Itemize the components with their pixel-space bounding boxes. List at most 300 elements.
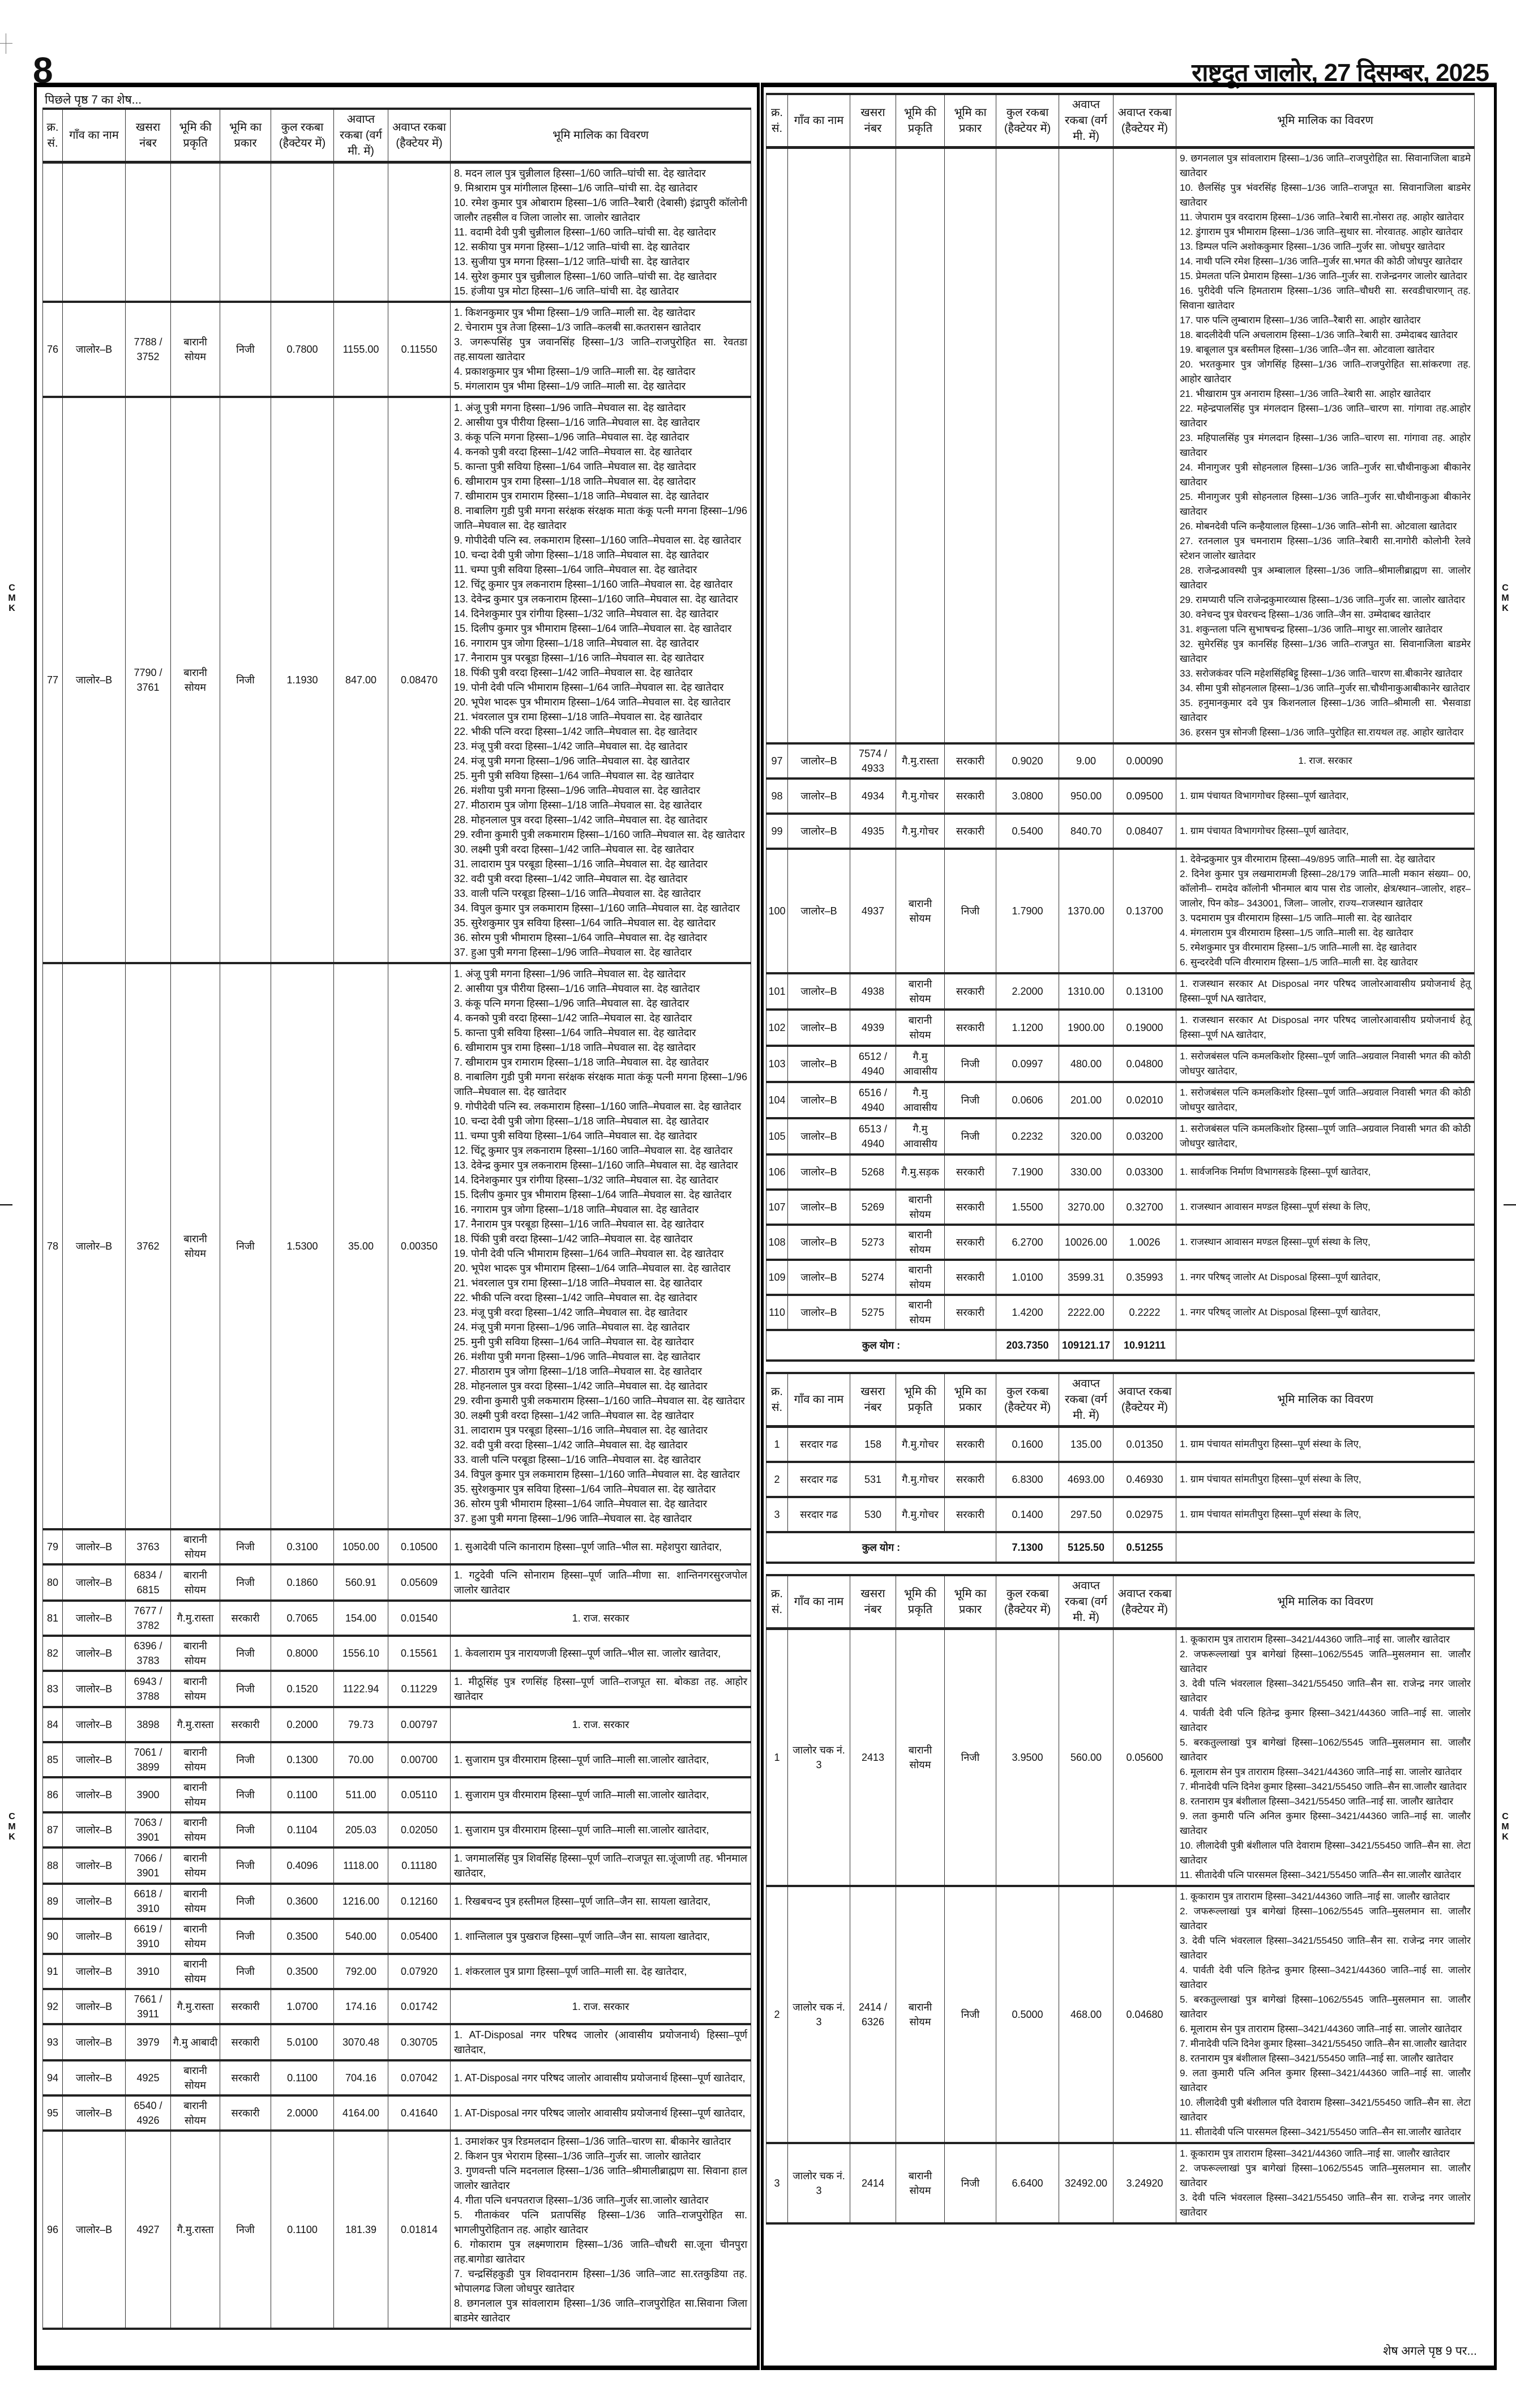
owner-entry: 35. सुरेशकुमार पुत्र सविया हिस्सा–1/64 जाति–मेघवाल सा. देह खातेदार xyxy=(454,1483,716,1495)
owner-entry: 18. बादलीदेवी पत्नि अचलाराम हिस्सा–1/36 जाति–रेबारी सा. उम्मेदाबद खातेदार xyxy=(1180,330,1458,340)
serial-cell: 96 xyxy=(43,2131,63,2329)
owner-details-cell xyxy=(451,2095,751,2131)
owner-details-cell xyxy=(1176,148,1475,744)
owner-entry: 32. सुमेरसिंह पुत्र कानसिंह हिस्सा–1/36 जाति–राजपुत सा. सिवानाजिला बाडमेर खातेदार xyxy=(1180,639,1471,664)
village-cell: जालोर–B xyxy=(63,2024,126,2060)
land-nature-cell: गै.मु.रास्ता xyxy=(171,1707,220,1742)
header-khasra: खसरा नंबर xyxy=(850,1575,896,1629)
land-type-cell: निजी xyxy=(220,302,271,397)
owner-entry: 36. सोरम पुत्री भीमाराम हिस्सा–1/64 जाति–मेघवाल सा. देह खातेदार xyxy=(454,1498,708,1509)
owner-entry: 3. देवी पत्नि भंवरलाल हिस्सा–3421/55450 जाति–सैन सा. राजेन्द्र नगर जालोर खातेदार xyxy=(1180,1678,1471,1704)
owner-entry: 1. सुआदेवी पत्नि कानाराम हिस्सा–पूर्ण जाति–भील सा. महेशपुरा खातेदार, xyxy=(454,1541,722,1552)
khasra-cell: 3762 xyxy=(126,963,171,1529)
acquired-sqm-cell: 320.00 xyxy=(1059,1118,1114,1154)
acquired-ha-cell: 0.12160 xyxy=(388,1884,451,1919)
owner-entry: 11. वदामी देवी पुत्री चुन्नीलाल हिस्सा–1/60 जाति–घांची सा. देह खातेदार xyxy=(454,226,716,238)
acquired-ha-cell: 0.02050 xyxy=(388,1812,451,1847)
serial-cell: 2 xyxy=(766,1462,788,1497)
acquired-sqm-cell: 511.00 xyxy=(334,1777,388,1812)
table-row xyxy=(766,1295,1475,1330)
acquired-sqm-cell: 3070.48 xyxy=(334,2024,388,2060)
acquired-sqm-cell: 792.00 xyxy=(334,1954,388,1989)
owner-entry: 13. सुजीया पुत्र मगना हिस्सा–1/12 जाति–घांची सा. देह खातेदार xyxy=(454,256,690,267)
acquired-sqm-cell: 174.16 xyxy=(334,1989,388,2024)
owner-entry: 35. सुरेशकुमार पुत्र सविया हिस्सा–1/64 जाति–मेघवाल सा. देह खातेदार xyxy=(454,917,716,929)
table-row xyxy=(766,849,1475,973)
owner-details-cell xyxy=(1176,1886,1475,2143)
serial-cell: 3 xyxy=(766,2143,788,2223)
acquired-sqm-cell: 950.00 xyxy=(1059,779,1114,814)
owner-entry: 10. चन्दा देवी पुत्री जोगा हिस्सा–1/18 जाति–मेघवाल सा. देह खातेदार xyxy=(454,1115,709,1127)
land-nature-cell: गै.मु.सड़क xyxy=(896,1154,945,1190)
owner-entry: 23. मंजू पुत्री वरदा हिस्सा–1/42 जाति–मेघवाल सा. देह खातेदार xyxy=(454,1307,688,1318)
table-header-row xyxy=(766,1373,1475,1427)
village-cell xyxy=(788,148,850,744)
owner-entry: 6. खीमाराम पुत्र रामा हिस्सा–1/18 जाति–मेघवाल सा. देह खातेदार xyxy=(454,476,696,487)
acquired-sqm-sum: 5125.50 xyxy=(1059,1532,1114,1563)
land-type-cell: सरकारी xyxy=(220,1989,271,2024)
owner-entry: 1. राज. सरकार xyxy=(572,1719,629,1730)
khasra-cell: 530 xyxy=(850,1497,896,1532)
total-area-cell: 0.1860 xyxy=(271,1564,334,1601)
owner-entry: 37. हुआ पुत्री मगना हिस्सा–1/96 जाति–मेघवाल सा. देह खातेदार xyxy=(454,1513,692,1524)
total-area-cell: 0.1520 xyxy=(271,1671,334,1707)
total-area-cell: 0.0997 xyxy=(996,1046,1059,1082)
khasra-cell: 3910 xyxy=(126,1954,171,1989)
land-type-cell: सरकारी xyxy=(945,1154,996,1190)
header-land-nature: भूमि की प्रकृति xyxy=(896,94,945,148)
village-cell xyxy=(63,162,126,302)
land-nature-cell: गै.मु.रास्ता xyxy=(171,2131,220,2329)
table-row xyxy=(766,1629,1475,1887)
owner-entry: 9. गोपीदेवी पत्नि स्व. लकमाराम हिस्सा–1/160 जाति–मेघवाल सा. देह खातेदार xyxy=(454,1101,742,1112)
table-row xyxy=(766,1190,1475,1225)
total-area-cell: 0.9020 xyxy=(996,743,1059,779)
acquired-ha-cell: 0.15561 xyxy=(388,1636,451,1671)
owner-entry: 2. आसीया पुत्र पीरीया हिस्सा–1/16 जाति–मेघवाल सा. देह खातेदार xyxy=(454,417,700,428)
owner-entry: 30. वनेचन्द पुत्र घेवरचन्द हिस्सा–1/36 जाति–जैन सा. उम्मेदाबद खातेदार xyxy=(1180,609,1431,620)
serial-cell: 110 xyxy=(766,1295,788,1330)
owner-details-cell xyxy=(451,1884,751,1919)
reg-m: M xyxy=(1501,593,1509,603)
land-nature-cell: गै.मु.गोचर xyxy=(896,1427,945,1462)
table-row xyxy=(766,1154,1475,1190)
total-area-cell: 0.2000 xyxy=(271,1707,334,1742)
acquired-sqm-cell: 10026.00 xyxy=(1059,1225,1114,1260)
serial-cell: 2 xyxy=(766,1886,788,2143)
land-type-cell: सरकारी xyxy=(945,743,996,779)
khasra-cell: 6834 / 6815 xyxy=(126,1564,171,1601)
land-table-jalore-b-part1 xyxy=(42,108,751,2330)
registration-mark-right-bottom xyxy=(1501,1812,1509,1842)
acquired-ha-cell: 0.05600 xyxy=(1114,1629,1176,1887)
owner-entry: 1. राज. सरकार xyxy=(1298,755,1352,766)
owner-entry: 2. चेनाराम पुत्र तेजा हिस्सा–1/3 जाति–कलबी सा.कतरासन खातेदार xyxy=(454,322,701,333)
acquired-ha-cell: 0.08407 xyxy=(1114,814,1176,849)
owner-entry: 24. मंजू पुत्री मगना हिस्सा–1/96 जाति–मेघवाल सा. देह खातेदार xyxy=(454,755,690,767)
owner-entry: 34. सीमा पुत्री सोहनलाल हिस्सा–1/36 जाति–गुर्जर सा.चौथीनाकुआबीकानेर खातेदार xyxy=(1180,683,1470,694)
village-cell: जालोर–B xyxy=(63,1847,126,1884)
owner-details-cell xyxy=(451,1529,751,1564)
village-cell: सरदार गढ xyxy=(788,1462,850,1497)
land-nature-cell: गै.मु आवासीय xyxy=(896,1046,945,1082)
owner-entry: 6. गोकाराम पुत्र लक्ष्मणाराम हिस्सा–1/36 जाति–चौधरी सा.जूना चीनपुरा तह.बागोडा खातेदार xyxy=(454,2239,747,2265)
acquired-ha-cell: 0.03300 xyxy=(1114,1154,1176,1190)
header-serial: क्र. सं. xyxy=(766,94,788,148)
total-area-cell: 1.0700 xyxy=(271,1989,334,2024)
total-area-cell: 2.2000 xyxy=(996,973,1059,1010)
total-area-cell: 1.4200 xyxy=(996,1295,1059,1330)
acquired-ha-cell: 0.13100 xyxy=(1114,973,1176,1010)
village-cell: जालोर–B xyxy=(63,1707,126,1742)
owner-entry: 18. पिंकी पुत्री वरदा हिस्सा–1/42 जाति–मेघवाल सा. देह खातेदार xyxy=(454,1233,693,1244)
land-nature-cell: गै.मु.रास्ता xyxy=(171,1601,220,1636)
village-cell: जालोर–B xyxy=(788,779,850,814)
land-nature-cell: बारानी सोयम xyxy=(896,1190,945,1225)
owner-entry: 7. खीमाराम पुत्र रामाराम हिस्सा–1/18 जाति–मेघवाल सा. देह खातेदार xyxy=(454,490,709,502)
acquired-ha-cell: 0.41640 xyxy=(388,2095,451,2131)
khasra-cell: 6943 / 3788 xyxy=(126,1671,171,1707)
reg-m: M xyxy=(8,1822,16,1832)
acquired-sqm-cell: 3270.00 xyxy=(1059,1190,1114,1225)
registration-mark-right-top xyxy=(1501,583,1509,614)
land-table-sardargarh xyxy=(766,1372,1475,1564)
land-nature-cell: बारानी सोयम xyxy=(171,2060,220,2095)
owner-entry: 36. सोरम पुत्री भीमाराम हिस्सा–1/64 जाति–मेघवाल सा. देह खातेदार xyxy=(454,932,708,943)
acquired-sqm-cell: 201.00 xyxy=(1059,1082,1114,1118)
land-nature-cell: बारानी सोयम xyxy=(171,302,220,397)
serial-cell: 80 xyxy=(43,1564,63,1601)
serial-cell xyxy=(43,162,63,302)
header-land-nature: भूमि की प्रकृति xyxy=(171,109,220,162)
village-cell: जालोर–B xyxy=(63,1601,126,1636)
owner-entry: 33. सरोजकंवर पत्नि महेशसिंहबिट्टू हिस्सा–1/36 जाति–चारण सा.बीकानेर खातेदार xyxy=(1180,668,1463,679)
acquired-ha-cell: 0.02010 xyxy=(1114,1082,1176,1118)
owner-entry: 1. ग्राम पंचायत विभागगोचर हिस्सा–पूर्ण खातेदार, xyxy=(1180,790,1349,801)
owner-entry: 1. अंजू पुत्री मगना हिस्सा–1/96 जाति–मेघवाल सा. देह खातेदार xyxy=(454,402,686,413)
acquired-ha-cell: 0.01814 xyxy=(388,2131,451,2329)
owner-entry: 26. मंशीया पुत्री मगना हिस्सा–1/96 जाति–मेघवाल सा. देह खातेदार xyxy=(454,785,700,796)
header-acquired-ha: अवाप्त रकबा (हैक्टेयर में) xyxy=(1114,1373,1176,1427)
land-type-cell: सरकारी xyxy=(945,1497,996,1532)
owner-entry: 2. आसीया पुत्र पीरीया हिस्सा–1/16 जाति–मेघवाल सा. देह खातेदार xyxy=(454,983,700,994)
owner-details-cell xyxy=(451,2024,751,2060)
khasra-cell: 7066 / 3901 xyxy=(126,1847,171,1884)
empty-cell xyxy=(1176,1532,1475,1563)
land-type-cell: सरकारी xyxy=(945,1225,996,1260)
header-total-area-ha: कुल रकबा (हैक्टेयर में) xyxy=(996,1373,1059,1427)
total-area-cell: 0.2232 xyxy=(996,1118,1059,1154)
total-area-cell: 6.8300 xyxy=(996,1462,1059,1497)
total-label: कुल योग : xyxy=(766,1532,996,1563)
land-nature-cell: बारानी सोयम xyxy=(896,2143,945,2223)
total-area-cell: 0.1300 xyxy=(271,1742,334,1777)
owner-entry: 10. चन्दा देवी पुत्री जोगा हिस्सा–1/18 जाति–मेघवाल सा. देह खातेदार xyxy=(454,549,709,561)
table-row xyxy=(43,1742,751,1777)
right-panel xyxy=(761,83,1497,2370)
empty-cell xyxy=(1176,1330,1475,1361)
owner-entry: 1. कूकाराम पुत्र ताराराम हिस्सा–3421/44360 जाति–नाई सा. जालौर खातेदार xyxy=(1180,2148,1450,2159)
owner-entry: 15. हंजीया पुत्र मोटा हिस्सा–1/6 जाति–घांची सा. देह खातेदार xyxy=(454,285,679,297)
owner-entry: 22. महेन्द्रपालसिंह पुत्र मंगलदान हिस्सा–1/36 जाति–चारण सा. गांगावा तह.आहोर खातेदार xyxy=(1180,403,1471,429)
table-row xyxy=(766,973,1475,1010)
owner-entry: 21. भंवरलाल पुत्र रामा हिस्सा–1/18 जाति–मेघवाल सा. देह खातेदार xyxy=(454,711,703,722)
acquired-ha-cell: 0.11229 xyxy=(388,1671,451,1707)
land-type-cell: निजी xyxy=(945,849,996,973)
village-cell: जालोर–B xyxy=(63,1989,126,2024)
serial-cell: 91 xyxy=(43,1954,63,1989)
header-village: गाँव का नाम xyxy=(788,1373,850,1427)
land-type-cell: सरकारी xyxy=(945,1462,996,1497)
owner-details-cell xyxy=(451,1847,751,1884)
total-area-cell: 0.1100 xyxy=(271,2060,334,2095)
table-row xyxy=(43,1884,751,1919)
reg-c: C xyxy=(8,583,15,593)
total-area-cell: 3.0800 xyxy=(996,779,1059,814)
land-nature-cell: बारानी सोयम xyxy=(171,1671,220,1707)
land-type-cell: सरकारी xyxy=(945,779,996,814)
reg-m: M xyxy=(1501,1822,1509,1832)
owner-details-cell xyxy=(451,1707,751,1742)
serial-cell: 87 xyxy=(43,1812,63,1847)
total-area-cell: 1.5500 xyxy=(996,1190,1059,1225)
total-area-cell: 3.9500 xyxy=(996,1629,1059,1887)
total-area-cell: 1.7900 xyxy=(996,849,1059,973)
village-cell: जालोर–B xyxy=(788,1154,850,1190)
owner-entry: 13. देवेन्द्र कुमार पुत्र लकनाराम हिस्सा–1/160 जाति–मेघवाल सा. देह खातेदार xyxy=(454,593,738,605)
acquired-sqm-cell: 1118.00 xyxy=(334,1847,388,1884)
land-type-cell: निजी xyxy=(945,1082,996,1118)
total-area-cell: 6.2700 xyxy=(996,1225,1059,1260)
owner-entry: 32. वदी पुत्री वरदा हिस्सा–1/42 जाति–मेघवाल सा. देह खातेदार xyxy=(454,873,688,884)
header-khasra: खसरा नंबर xyxy=(850,1373,896,1427)
owner-entry: 32. वदी पुत्री वरदा हिस्सा–1/42 जाति–मेघवाल सा. देह खातेदार xyxy=(454,1439,688,1451)
total-area-cell: 2.0000 xyxy=(271,2095,334,2131)
table-row xyxy=(766,2143,1475,2223)
village-cell: जालोर–B xyxy=(63,1742,126,1777)
total-area-cell: 0.7800 xyxy=(271,302,334,397)
owner-details-cell xyxy=(451,1777,751,1812)
owner-entry: 2. जफरूल्लाखां पुत्र बागेखां हिस्सा–1062/5545 जाति–मुसलमान सा. जालौर खातेदार xyxy=(1180,1649,1471,1674)
land-nature-cell: गै.मु.गोचर xyxy=(896,779,945,814)
owner-entry: 17. नैनाराम पुत्र परबूडा हिस्सा–1/16 जाति–मेघवाल सा. देह खातेदार xyxy=(454,1218,704,1230)
serial-cell: 84 xyxy=(43,1707,63,1742)
acquired-ha-cell: 0.19000 xyxy=(1114,1010,1176,1046)
khasra-cell: 4939 xyxy=(850,1010,896,1046)
owner-entry: 1. उमाशंकर पुत्र रिडमलदान हिस्सा–1/36 जाति–चारण सा. बीकानेर खातेदार xyxy=(454,2136,731,2147)
owner-entry: 15. दिलीप कुमार पुत्र भीमाराम हिस्सा–1/64 जाति–मेघवाल सा. देह खातेदार xyxy=(454,623,732,634)
acquired-ha-cell: 0.2222 xyxy=(1114,1295,1176,1330)
owner-entry: 3. जगरूपसिंह पुत्र जवानसिंह हिस्सा–1/3 जाति–राजपुरोहित सा. रेवतडा तह.सायला खातेदार xyxy=(454,336,747,362)
table-row xyxy=(43,2060,751,2095)
header-owner-details: भूमि मालिक का विवरण xyxy=(1176,1575,1475,1629)
village-cell: जालोर चक नं. 3 xyxy=(788,1629,850,1887)
owner-entry: 36. हरसन पुत्र सोनजी हिस्सा–1/36 जाति–पुरोहित सा.रायथल तह. आहोर खातेदार xyxy=(1180,727,1464,738)
owner-entry: 1. देवेन्द्रकुमार पुत्र वीरमाराम हिस्सा–49/895 जाति–माली सा. देह खातेदार xyxy=(1180,854,1435,865)
owner-entry: 9. छगनलाल पुत्र सांवलाराम हिस्सा–1/36 जाति–राजपुरोहित सा. सिवानाजिला बाडमे खातेदार xyxy=(1180,153,1471,178)
owner-entry: 19. पोनी देवी पत्नि भीमाराम हिस्सा–1/64 जाति–मेघवाल सा. देह खातेदार xyxy=(454,1248,724,1259)
header-owner-details: भूमि मालिक का विवरण xyxy=(1176,1373,1475,1427)
table-row xyxy=(43,2095,751,2131)
serial-cell: 88 xyxy=(43,1847,63,1884)
owner-entry: 25. मीनागुजर पुत्री सोहनलाल हिस्सा–1/36 जाति–गुर्जर सा.चौथीनाकुआ बीकानेर खातेदार xyxy=(1180,491,1471,517)
owner-entry: 30. लक्ष्मी पुत्री वरदा हिस्सा–1/42 जाति–मेघवाल सा. देह खातेदार xyxy=(454,1410,694,1421)
masthead-date: राष्ट्रदूत जालोर, 27 दिसम्बर, 2025 xyxy=(1192,59,1489,87)
khasra-cell: 6512 / 4940 xyxy=(850,1046,896,1082)
header-acquired-sqm: अवाप्त रकबा (वर्ग मी. में) xyxy=(1059,1373,1114,1427)
acquired-sqm-cell: 297.50 xyxy=(1059,1497,1114,1532)
village-cell: जालोर–B xyxy=(788,973,850,1010)
owner-details-cell xyxy=(1176,1046,1475,1082)
acquired-ha-cell: 0.05400 xyxy=(388,1919,451,1954)
table-row xyxy=(766,1046,1475,1082)
owner-details-cell xyxy=(1176,1190,1475,1225)
acquired-sqm-cell: 1155.00 xyxy=(334,302,388,397)
header-acquired-sqm: अवाप्त रकबा (वर्ग मी. में) xyxy=(1059,1575,1114,1629)
acquired-ha-cell: 0.01350 xyxy=(1114,1427,1176,1462)
total-area-sum: 203.7350 xyxy=(996,1330,1059,1361)
khasra-cell: 7788 / 3752 xyxy=(126,302,171,397)
land-type-cell: सरकारी xyxy=(220,1601,271,1636)
village-cell: जालोर चक नं. 3 xyxy=(788,1886,850,2143)
owner-details-cell xyxy=(451,1636,751,1671)
land-nature-cell: बारानी सोयम xyxy=(171,963,220,1529)
header-acquired-ha: अवाप्त रकबा (हैक्टेयर में) xyxy=(388,109,451,162)
owner-entry: 1. ग्राम पंचायत विभागगोचर हिस्सा–पूर्ण खातेदार, xyxy=(1180,826,1349,836)
owner-entry: 4. पार्वती देवी पत्नि हितेन्द्र कुमार हिस्सा–3421/44360 जाति–नाई सा. जालोर खातेदार xyxy=(1180,1965,1471,1990)
village-cell: जालोर–B xyxy=(788,814,850,849)
header-owner-details: भूमि मालिक का विवरण xyxy=(1176,94,1475,148)
serial-cell: 109 xyxy=(766,1260,788,1295)
owner-entry: 14. नाथी पत्नि रमेश हिस्सा–1/36 जाति–गुर्जर सा.भगत की कोठी जोधपुर खातेदार xyxy=(1180,256,1463,267)
owner-details-cell xyxy=(1176,1225,1475,1260)
acquired-sqm-cell: 79.73 xyxy=(334,1707,388,1742)
village-cell: जालोर–B xyxy=(63,302,126,397)
land-type-cell: सरकारी xyxy=(945,1295,996,1330)
owner-entry: 10. रमेश कुमार पुत्र ओबाराम हिस्सा–1/6 जाति–रैबारी (देबासी) इंद्रापुरी कॉलोनी जालौर तहसील व जिला जालोर सा. जालोर खातेदार xyxy=(454,197,747,223)
village-cell: जालोर–B xyxy=(63,1636,126,1671)
acquired-sqm-cell: 2222.00 xyxy=(1059,1295,1114,1330)
acquired-ha-cell: 0.46930 xyxy=(1114,1462,1176,1497)
owner-details-cell xyxy=(451,1671,751,1707)
acquired-ha-cell: 0.04800 xyxy=(1114,1046,1176,1082)
acquired-ha-cell: 0.30705 xyxy=(388,2024,451,2060)
table-row xyxy=(766,1497,1475,1532)
land-nature-cell: गै.मु आबादी xyxy=(171,2024,220,2060)
owner-details-cell xyxy=(1176,1497,1475,1532)
owner-entry: 9. लता कुमारी पत्नि अनिल कुमार हिस्सा–3421/44360 जाति–नाई सा. जालौर खातेदार xyxy=(1180,1811,1471,1836)
land-nature-cell: बारानी सोयम xyxy=(171,1529,220,1564)
acquired-sqm-cell: 3599.31 xyxy=(1059,1260,1114,1295)
owner-details-cell xyxy=(451,1812,751,1847)
table-row xyxy=(43,2024,751,2060)
owner-entry: 26. मंशीया पुत्री मगना हिस्सा–1/96 जाति–मेघवाल सा. देह खातेदार xyxy=(454,1351,700,1362)
land-type-cell: सरकारी xyxy=(945,973,996,1010)
serial-cell: 90 xyxy=(43,1919,63,1954)
owner-entry: 11. चम्पा पुत्री सविया हिस्सा–1/64 जाति–मेघवाल सा. देह खातेदार xyxy=(454,564,697,575)
acquired-ha-cell xyxy=(1114,148,1176,744)
khasra-cell: 6513 / 4940 xyxy=(850,1118,896,1154)
owner-entry: 6. खीमाराम पुत्र रामा हिस्सा–1/18 जाति–मेघवाल सा. देह खातेदार xyxy=(454,1042,696,1053)
owner-entry: 14. दिनेशकुमार पुत्र रांगीया हिस्सा–1/32 जाति–मेघवाल सा. देह खातेदार xyxy=(454,608,718,619)
owner-details-cell xyxy=(451,1564,751,1601)
serial-cell: 108 xyxy=(766,1225,788,1260)
table-header-row xyxy=(43,109,751,162)
acquired-ha-cell: 0.11550 xyxy=(388,302,451,397)
owner-details-cell xyxy=(1176,1629,1475,1887)
khasra-cell: 2414 / 6326 xyxy=(850,1886,896,2143)
total-area-cell: 1.1200 xyxy=(996,1010,1059,1046)
owner-entry: 10. लीलादेवी पुत्री बंशीलाल पति देवाराम हिस्सा–3421/55450 जाति–सैन सा. लेटा खातेदार xyxy=(1180,2097,1471,2123)
owner-entry: 4. प्रकाशकुमार पुत्र भीमा हिस्सा–1/9 जाति–माली सा. देह खातेदार xyxy=(454,366,696,377)
table-row xyxy=(43,162,751,302)
land-type-cell: निजी xyxy=(945,1886,996,2143)
owner-details-cell xyxy=(1176,1260,1475,1295)
owner-entry: 1. शंकरलाल पुत्र प्रागा हिस्सा–पूर्ण जाति–माली सा. देह खातेदार, xyxy=(454,1966,687,1977)
owner-entry: 8. रतनाराम पुत्र बंशीलाल हिस्सा–3421/55450 जाति–नाई सा. जालौर खातेदार xyxy=(1180,1796,1454,1807)
table-row xyxy=(766,1427,1475,1462)
owner-details-cell xyxy=(1176,1427,1475,1462)
acquired-ha-cell: 0.00700 xyxy=(388,1742,451,1777)
owner-entry: 2. दिनेश कुमार पुत्र लखमारामजी हिस्सा–28/179 जाति–माली मकान संख्या– 00, कॉलोनी– रामदेव कॉलोनी भीनमाल बाय पास रोड जालोर, क्षेत्र/स्थान–जालोर, शहर–जालोर, पिन कोड– 343001, जिला– जालोर, राज्य–राजस्थान खातेदार xyxy=(1180,869,1471,909)
land-table-jalore-b-part2 xyxy=(766,93,1475,1362)
table-row xyxy=(766,779,1475,814)
serial-cell: 107 xyxy=(766,1190,788,1225)
land-type-cell: निजी xyxy=(945,1118,996,1154)
village-cell: जालोर–B xyxy=(788,1010,850,1046)
acquired-ha-cell: 0.02975 xyxy=(1114,1497,1176,1532)
header-land-type: भूमि का प्रकार xyxy=(945,1373,996,1427)
total-area-cell: 0.3500 xyxy=(271,1954,334,1989)
owner-details-cell xyxy=(1176,743,1475,779)
owner-entry: 5. बरकतुल्लाखां पुत्र बागेखां हिस्सा–1062/5545 जाति–मुसलमान सा. जालौर खातेदार xyxy=(1180,1737,1471,1763)
acquired-ha-cell: 0.05110 xyxy=(388,1777,451,1812)
owner-entry: 23. मंजू पुत्री वरदा हिस्सा–1/42 जाति–मेघवाल सा. देह खातेदार xyxy=(454,741,688,752)
khasra-cell: 6516 / 4940 xyxy=(850,1082,896,1118)
total-area-cell: 1.5300 xyxy=(271,963,334,1529)
khasra-cell: 4935 xyxy=(850,814,896,849)
serial-cell: 78 xyxy=(43,963,63,1529)
owner-entry: 16. नगाराम पुत्र जोगा हिस्सा–1/18 जाति–मेघवाल सा. देह खातेदार xyxy=(454,1204,699,1215)
table-row xyxy=(766,1886,1475,2143)
owner-details-cell xyxy=(1176,1154,1475,1190)
land-nature-cell: बारानी सोयम xyxy=(896,1225,945,1260)
table-row xyxy=(43,1919,751,1954)
table-row xyxy=(43,1777,751,1812)
village-cell: जालोर–B xyxy=(63,1919,126,1954)
serial-cell: 101 xyxy=(766,973,788,1010)
land-type-cell: निजी xyxy=(220,1919,271,1954)
land-nature-cell: बारानी सोयम xyxy=(171,1777,220,1812)
owner-entry: 21. भंवरलाल पुत्र रामा हिस्सा–1/18 जाति–मेघवाल सा. देह खातेदार xyxy=(454,1277,703,1289)
owner-entry: 4. मंगलाराम पुत्र वीरमाराम हिस्सा–1/5 जाति–माली सा. देह खातेदार xyxy=(1180,927,1414,938)
owner-details-cell xyxy=(451,162,751,302)
village-cell: जालोर–B xyxy=(63,1529,126,1564)
acquired-sqm-cell: 70.00 xyxy=(334,1742,388,1777)
acquired-ha-cell: 0.00090 xyxy=(1114,743,1176,779)
owner-entry: 4. कनको पुत्री वरदा हिस्सा–1/42 जाति–मेघवाल सा. देह खातेदार xyxy=(454,446,692,457)
acquired-ha-cell: 0.11180 xyxy=(388,1847,451,1884)
land-type-cell xyxy=(945,148,996,744)
khasra-cell: 5275 xyxy=(850,1295,896,1330)
owner-entry: 1. राजस्थान सरकार At Disposal नगर परिषद जालोरआवासीय प्रयोजनार्थ हेतू हिस्सा–पूर्ण NA खातेदार, xyxy=(1180,978,1471,1004)
owner-entry: 1. ग्राम पंचायत सांमतीपुरा हिस्सा–पूर्ण संस्था के लिए, xyxy=(1180,1509,1361,1520)
owner-entry: 28. मोहनलाल पुत्र वरदा हिस्सा–1/42 जाति–मेघवाल सा. देह खातेदार xyxy=(454,814,708,826)
acquired-sqm-cell: 4164.00 xyxy=(334,2095,388,2131)
owner-entry: 30. लक्ष्मी पुत्री वरदा हिस्सा–1/42 जाति–मेघवाल सा. देह खातेदार xyxy=(454,844,694,855)
acquired-ha-cell: 0.03200 xyxy=(1114,1118,1176,1154)
serial-cell: 105 xyxy=(766,1118,788,1154)
